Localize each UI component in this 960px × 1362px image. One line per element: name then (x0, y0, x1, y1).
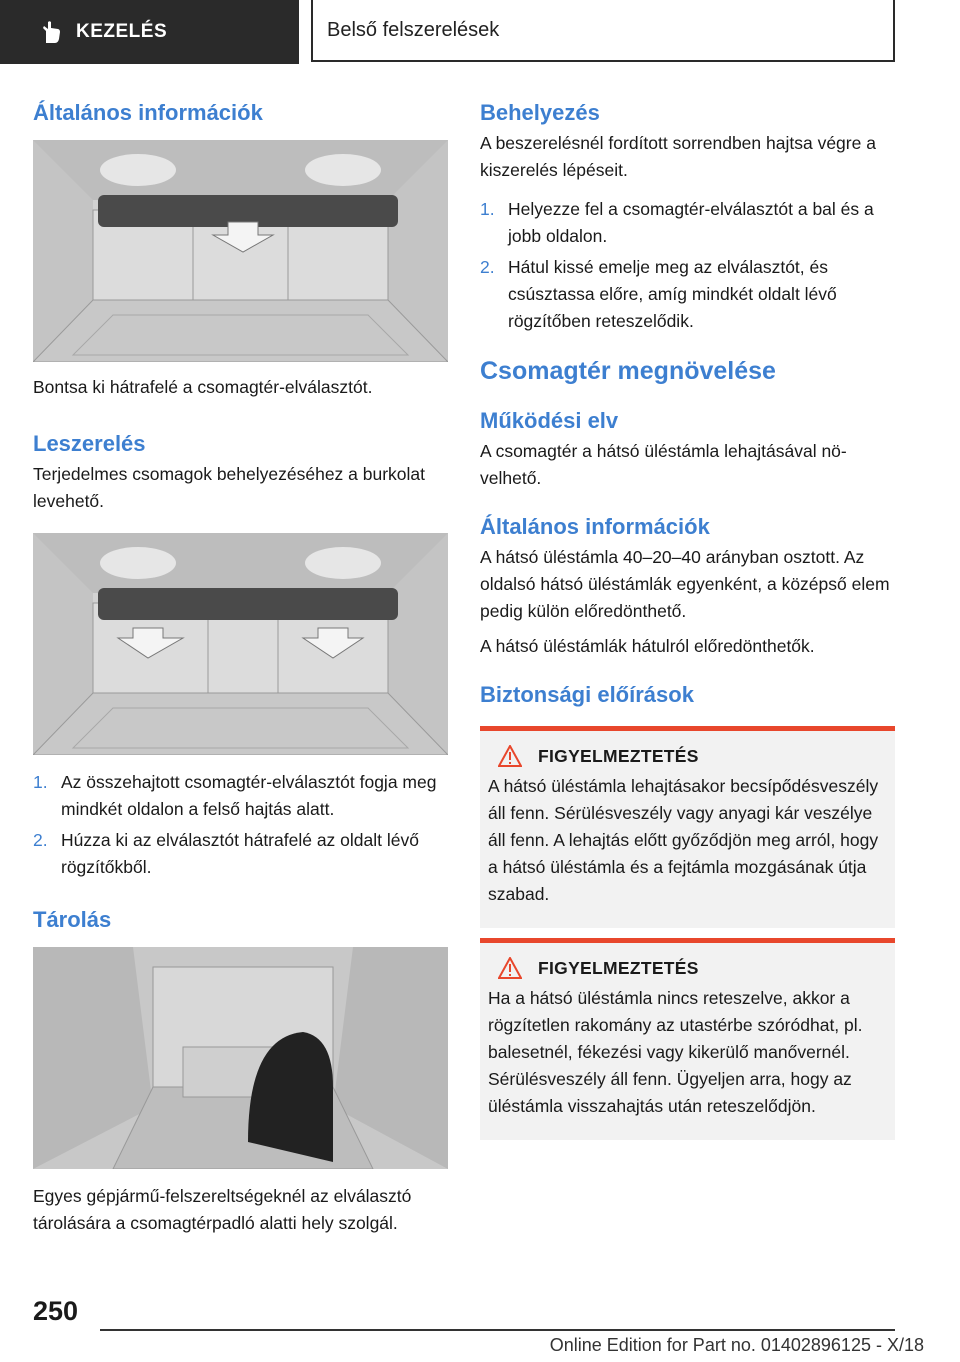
warning-text: Ha a hátsó üléstámla nincs reteszelve, akkor a rögzítetlen rakomány az utastérbe szóródhat, pl. balesetnél, fékezési vagy kikerülő manővernél. Sérülésveszély áll fenn. Ügyeljen arra, hogy az üléstámla visszahajtás után reteszelődjön. (488, 988, 863, 1116)
list-item: 1. Helyezze fel a csomagtér-elválasztót a bal és a jobb oldalon. (480, 199, 874, 246)
warning-title: FIGYELMEZTETÉS (538, 957, 699, 978)
para-removal: Terjedelmes csomagok behelyezéséhez a burkolat levehető. (33, 464, 426, 511)
para-install: A beszerelésnél fordított sorrendben hajtsa végre a kiszerelés lépéseit. (480, 133, 876, 180)
para-general-1: A hátsó üléstámla 40–20–40 arányban osztott. Az oldalsó hátsó üléstámlák egyenként, a középső elem pedig külön előredönthető. (480, 547, 890, 621)
list-item: 2. Húzza ki az elválasztót hátrafelé az oldalt lévő rögzítőkből. (33, 830, 419, 877)
chapter-title: Belső felszerelések (327, 18, 500, 41)
heading-principle: Működési elv (480, 408, 619, 433)
list-item: 2. Hátul kissé emelje meg az elválasztót, és csúsztassa előre, amíg mindkét oldalt lévő rögzítőben reteszelődik. (480, 257, 837, 331)
para-principle: A csomagtér a hátsó üléstámla lehajtásával növelhető. (480, 441, 847, 488)
heading-storage: Tárolás (33, 907, 112, 932)
warning-text: A hátsó üléstámla lehajtásakor becsípődésveszély áll fenn. Sérülésveszély vagy anyagi kár veszélye áll fenn. A lehajtás előtt győződjön meg arról, hogy a hátsó üléstámla és a fejtámla mozgásának útja szabad. (488, 776, 879, 904)
left-column (33, 100, 448, 1237)
caption-storage: Egyes gépjármű-felszereltségeknél az elválasztó tárolására a csomagtérpadló alatti hely szolgál. (33, 1186, 412, 1233)
removal-steps (33, 769, 448, 881)
caption-extend-cover: Bontsa ki hátrafelé a csomagtér-elválasztót. (33, 377, 373, 397)
hand-icon (38, 19, 64, 45)
photo-cargo-cover-removal (33, 533, 448, 755)
header-section-tab (0, 0, 299, 64)
heading-install: Behelyezés (480, 100, 600, 125)
install-steps (480, 196, 895, 335)
list-item: 1. Az összehajtott csomagtér-elválasztót fogja meg mindkét oldalon a felső hajtás alatt. (33, 772, 437, 819)
warning-box (480, 938, 895, 1140)
page-number: 250 (33, 1296, 79, 1326)
photo-cover-storage (33, 947, 448, 1169)
heading-general-info-2: Általános információk (480, 514, 710, 539)
section-title: KEZELÉS (76, 21, 168, 42)
para-general-2: A hátsó üléstámlák hátulról előredönthetők. (480, 636, 815, 656)
warning-triangle-icon (498, 745, 522, 767)
warning-box (480, 726, 895, 928)
photo-cargo-cover-extended (33, 140, 448, 362)
footer-divider (100, 1329, 895, 1331)
heading-enlarge-cargo: Csomagtér megnövelése (480, 357, 776, 385)
chapter-header (311, 0, 895, 62)
heading-general-info: Általános információk (33, 100, 263, 125)
heading-removal: Leszerelés (33, 431, 146, 456)
right-column (480, 100, 895, 1140)
heading-safety: Biztonsági előírások (480, 682, 694, 707)
edition-note: Online Edition for Part no. 01402896125 - X/18 (549, 1335, 924, 1355)
warning-title: FIGYELMEZTETÉS (538, 745, 699, 766)
warning-triangle-icon (498, 957, 522, 979)
